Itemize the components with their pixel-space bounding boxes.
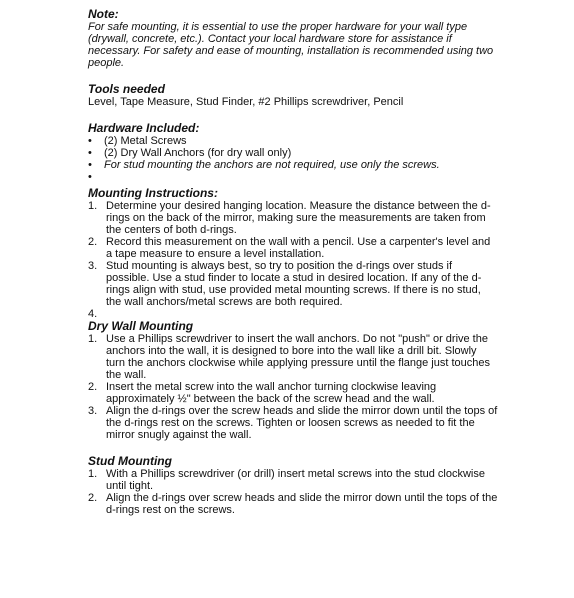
list-item-text: (2) Dry Wall Anchors (for dry wall only) bbox=[104, 147, 292, 159]
list-item-text: (2) Metal Screws bbox=[104, 135, 187, 147]
mounting-steps bbox=[88, 200, 498, 320]
tools-heading: Tools needed bbox=[88, 82, 165, 96]
tools-text: Level, Tape Measure, Stud Finder, #2 Phillips screwdriver, Pencil bbox=[88, 96, 404, 108]
stud-heading: Stud Mounting bbox=[88, 454, 172, 468]
bullet-icon: • bbox=[88, 135, 92, 147]
list-item bbox=[88, 159, 498, 171]
step-number: 1. bbox=[88, 333, 98, 345]
step-text bbox=[106, 308, 109, 320]
step-number: 1. bbox=[88, 468, 98, 480]
stud-steps bbox=[88, 468, 498, 516]
hardware-list bbox=[88, 135, 498, 183]
mounting-heading: Mounting Instructions: bbox=[88, 186, 218, 200]
list-item bbox=[88, 308, 498, 320]
list-item-text: For stud mounting the anchors are not required, use only the screws. bbox=[104, 159, 440, 171]
list-item bbox=[88, 492, 498, 516]
mounting-section bbox=[88, 187, 498, 320]
list-item bbox=[88, 405, 498, 441]
list-item bbox=[88, 171, 498, 183]
note-heading: Note: bbox=[88, 7, 119, 21]
list-item bbox=[88, 200, 498, 236]
list-item bbox=[88, 236, 498, 260]
bullet-icon: • bbox=[88, 159, 92, 171]
hardware-heading: Hardware Included: bbox=[88, 121, 200, 135]
bullet-icon: • bbox=[88, 171, 92, 183]
step-text: Insert the metal screw into the wall anchor turning clockwise leaving approximately ½" between the back of the screw head and the wall. bbox=[106, 381, 437, 405]
instruction-document bbox=[88, 8, 498, 516]
step-number: 2. bbox=[88, 492, 98, 504]
list-item bbox=[88, 260, 498, 308]
note-text: For safe mounting, it is essential to use the proper hardware for your wall type (drywall, concrete, etc.). Contact your local hardware store for assistance if necessary. For safety and ease of mounting, installation is recommended using two people. bbox=[88, 21, 494, 69]
list-item bbox=[88, 333, 498, 381]
drywall-steps bbox=[88, 333, 498, 441]
note-section bbox=[88, 8, 498, 69]
bullet-icon: • bbox=[88, 147, 92, 159]
step-number: 3. bbox=[88, 260, 98, 272]
step-number: 2. bbox=[88, 236, 98, 248]
step-text: Align the d-rings over the screw heads and slide the mirror down until the tops of the d-rings rest on the screws. Tighten or loosen screws as needed to fit the mirror snugly against the wall. bbox=[106, 405, 498, 441]
step-number: 3. bbox=[88, 405, 98, 417]
step-number: 1. bbox=[88, 200, 98, 212]
list-item bbox=[88, 135, 498, 147]
stud-section bbox=[88, 455, 498, 516]
drywall-heading: Dry Wall Mounting bbox=[88, 319, 194, 333]
step-text: Align the d-rings over screw heads and slide the mirror down until the tops of the d-rings rest on the screws. bbox=[106, 492, 498, 516]
step-text: Stud mounting is always best, so try to position the d-rings over studs if possible. Use a stud finder to locate a stud in desired location. If any of the d-rings align with stud, use provided metal mounting screws. If there is no stud, the wall anchors/metal screws are both required. bbox=[106, 260, 482, 308]
hardware-section bbox=[88, 122, 498, 183]
step-text: With a Phillips screwdriver (or drill) insert metal screws into the stud clockwise until tight. bbox=[106, 468, 485, 492]
tools-section bbox=[88, 83, 498, 108]
step-text: Record this measurement on the wall with a pencil. Use a carpenter's level and a tape measure to ensure a level installation. bbox=[106, 236, 491, 260]
step-text: Determine your desired hanging location. Measure the distance between the d-rings on the back of the mirror, making sure the measurements are taken from the centers of both d-rings. bbox=[106, 200, 491, 236]
list-item bbox=[88, 381, 498, 405]
drywall-section bbox=[88, 320, 498, 441]
list-item-text bbox=[104, 171, 107, 183]
list-item bbox=[88, 468, 498, 492]
step-number: 2. bbox=[88, 381, 98, 393]
list-item bbox=[88, 147, 498, 159]
step-text: Use a Phillips screwdriver to insert the wall anchors. Do not "push" or drive the anchors into the wall, it is designed to bore into the wall like a drill bit. Slowly turn the anchors clockwise while applying pressure until the flange just touches the wall. bbox=[106, 333, 490, 381]
step-number: 4. bbox=[88, 308, 98, 320]
